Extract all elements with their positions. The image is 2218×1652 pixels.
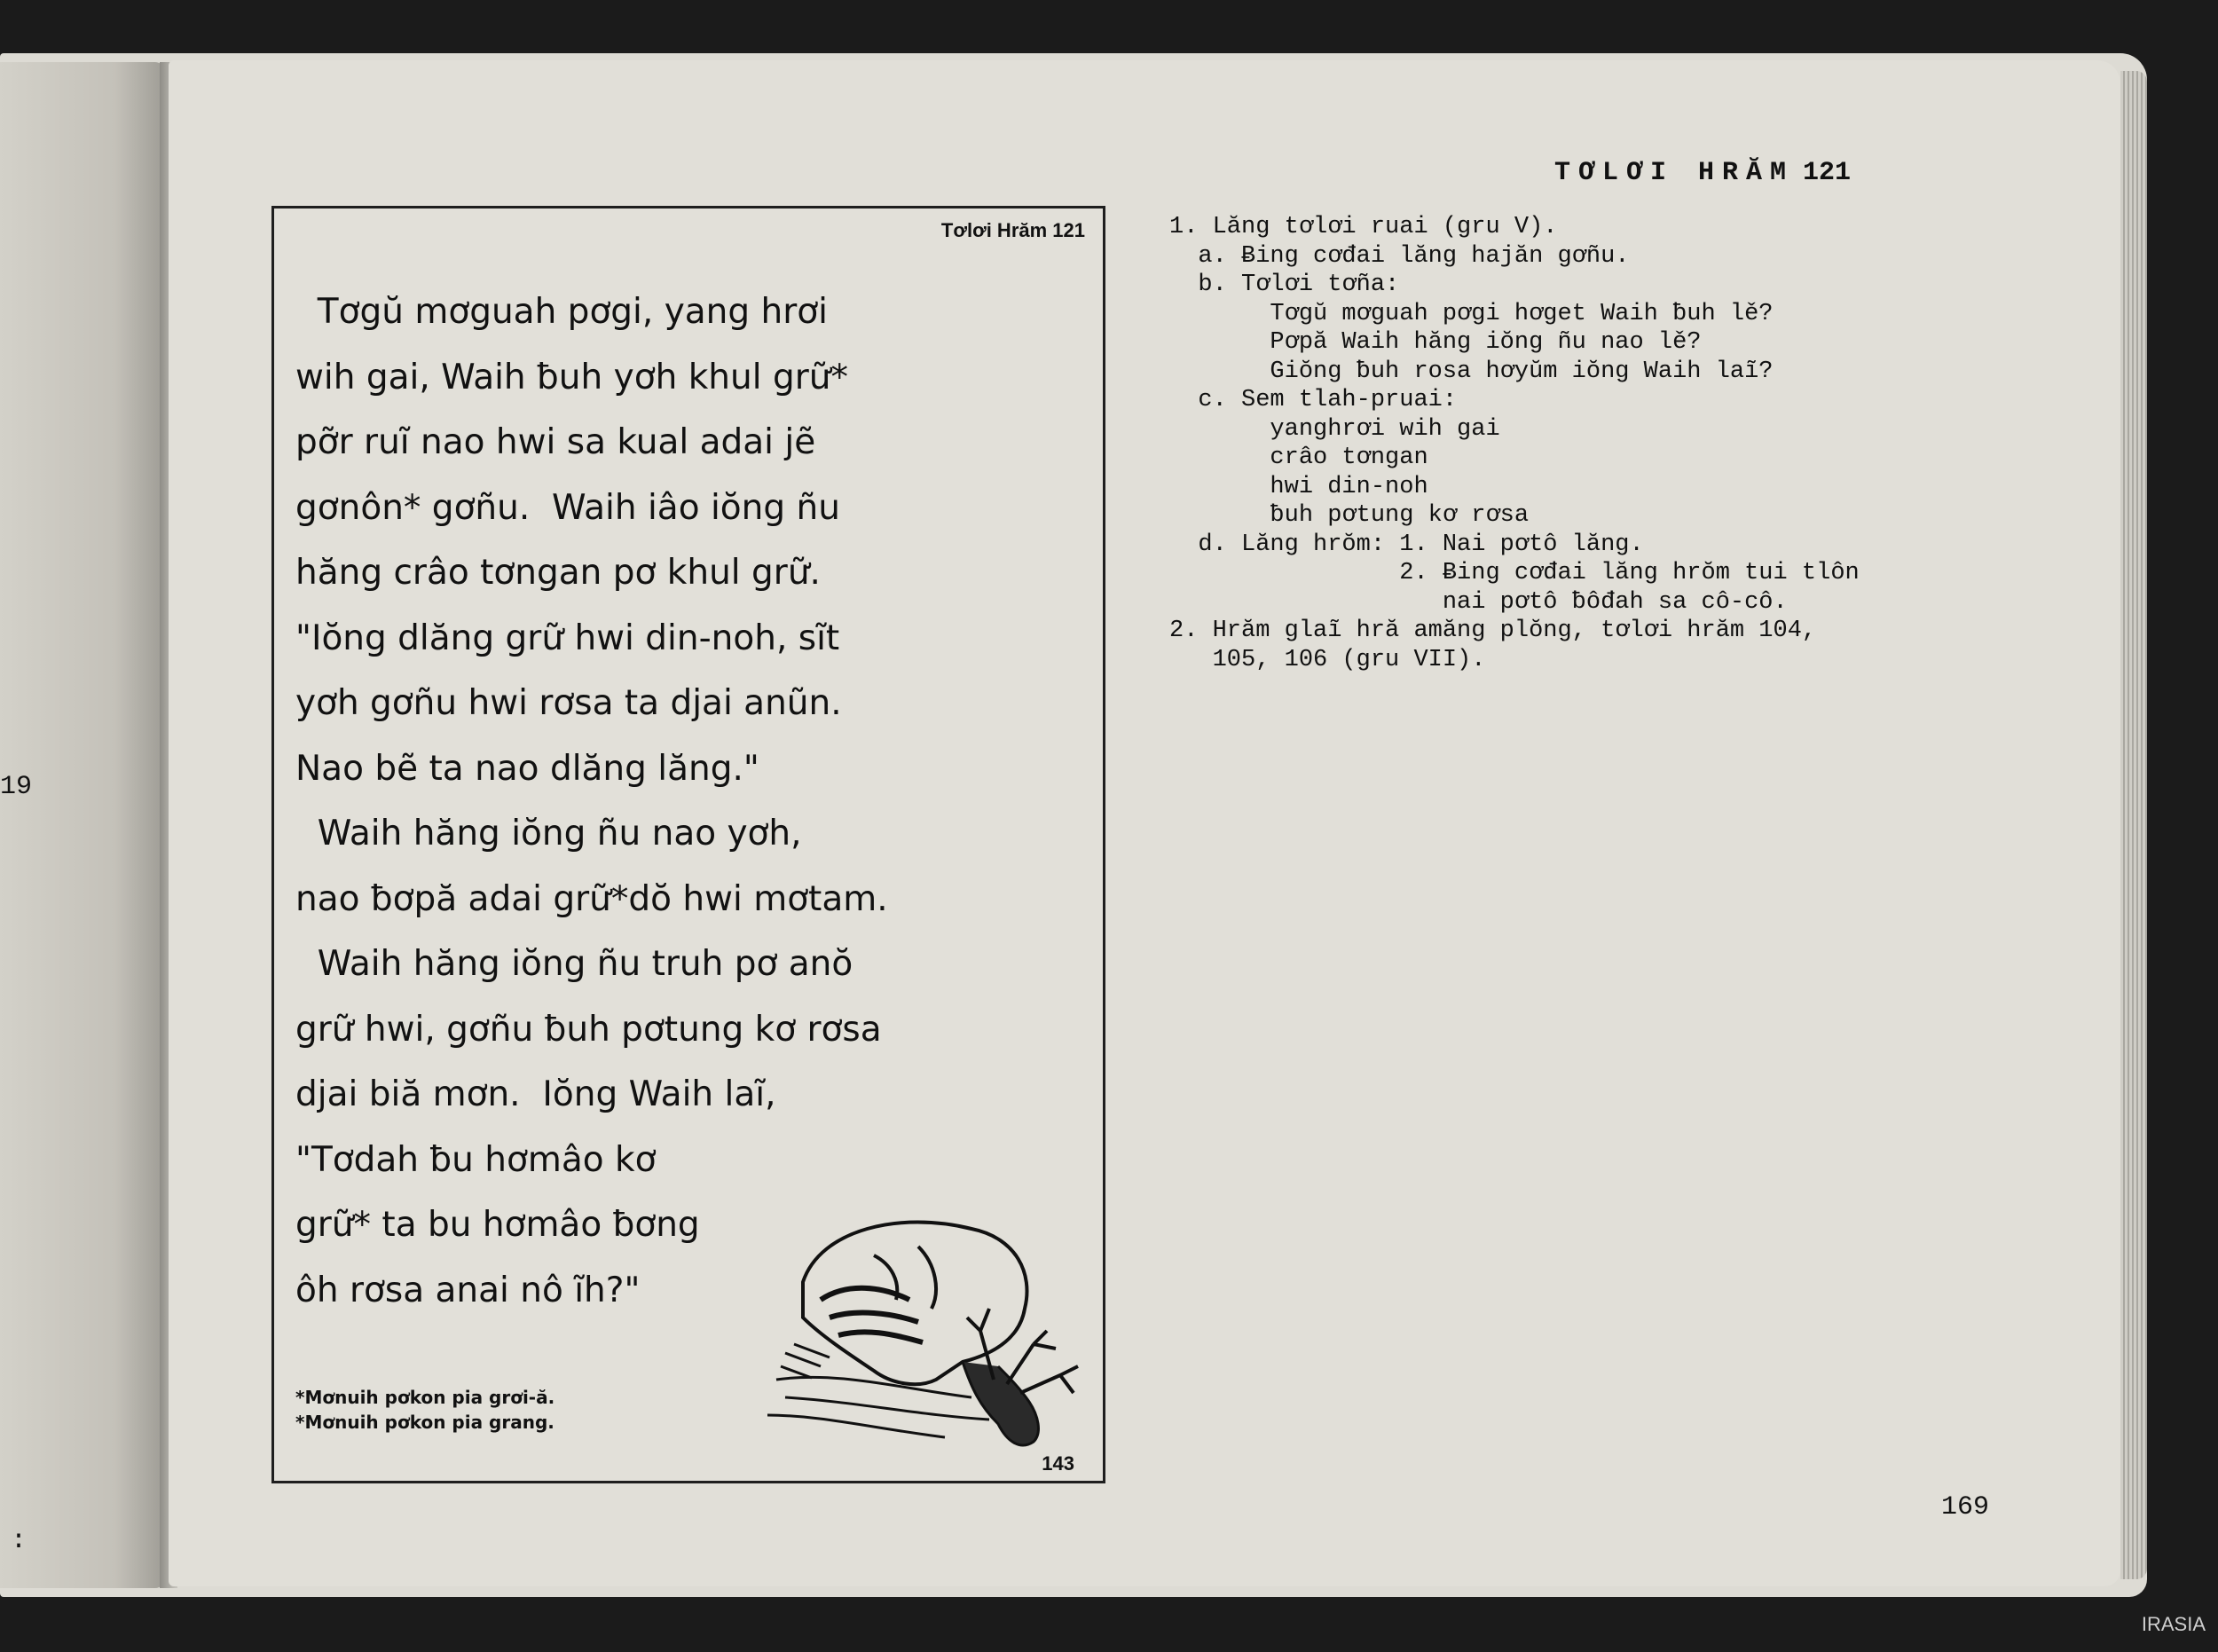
note-line: hwi din-noh (1169, 473, 1428, 500)
running-head-title: TƠLƠI HRĂM (1554, 158, 1795, 188)
story-line: nao ƀơpă adai grữ*dŏ hwi mơtam. (295, 878, 888, 919)
story-line: Waih hăng iŏng ñu truh pơ anŏ (295, 944, 853, 984)
footnote-line: *Mơnuih pơkon pia grang. (295, 1412, 554, 1433)
watermark-label: IRASIA (2141, 1613, 2206, 1635)
story-line: Waih hăng iŏng ñu nao yơh, (295, 814, 802, 854)
note-line: 105, 106 (gru VII). (1169, 646, 1486, 673)
deer-illustration (767, 1176, 1105, 1468)
story-line: wih gai, Waih ƀuh yơh khul grữ* (295, 357, 848, 397)
running-head (1554, 158, 1851, 188)
story-line: "Tơdah ƀu hơmâo kơ (295, 1139, 657, 1180)
note-line: 2. Hrăm glaĩ hră amăng plŏng, tơlơi hrăm 104, (1169, 618, 1817, 644)
story-line: Tơgŭ mơguah pơgi, yang hrơi (295, 292, 828, 332)
story-line: djai biă mơn. Iŏng Waih laĩ, (295, 1074, 776, 1114)
left-page-number: 19 (0, 772, 33, 802)
story-line: hăng crâo tơngan pơ khul grữ. (295, 553, 821, 593)
note-line: Pơpă Waih hăng iŏng ñu nao lě? (1169, 329, 1702, 356)
note-line: Giŏng ƀuh rosa hơyŭm iŏng Waih laĩ? (1169, 358, 1774, 385)
note-line: yanghrơi wih gai (1169, 415, 1500, 443)
teacher-notes (1169, 213, 2057, 674)
note-line: c. Sem tlah-pruai: (1169, 387, 1458, 413)
story-line: yơh gơñu hwi rơsa ta djai anũn. (295, 683, 842, 723)
story-line: Nao bẽ ta nao dlăng lăng." (295, 748, 759, 789)
note-line: ƀuh pơtung kơ rơsa (1169, 502, 1530, 529)
note-line: nai pơtô ƀôđah sa cô-cô. (1169, 588, 1788, 616)
note-line: d. Lăng hrŏm: 1. Nai pơtô lăng. (1169, 531, 1644, 558)
reproduced-reader-page (271, 206, 1105, 1483)
note-line: crâo tơngan (1169, 444, 1428, 471)
story-line: gơnôn* gơñu. Waih iâo iŏng ñu (295, 487, 840, 528)
page-stack-edge (2120, 71, 2147, 1579)
left-page-dots: : (11, 1526, 28, 1556)
story-line: "Iŏng dlăng grữ hwi din-noh, sĩt (295, 618, 840, 658)
footnotes (295, 1385, 554, 1435)
note-line: Tơgŭ mơguah pơgi hơget Waih ƀuh lě? (1169, 300, 1774, 327)
footnote-line: *Mơnuih pơkon pia grơi-ă. (295, 1387, 555, 1408)
story-text (295, 279, 1094, 1323)
inner-page-header: Tơlơi Hrăm 121 (940, 219, 1085, 241)
left-page-edge (0, 62, 164, 1588)
inner-page-number: 143 (1042, 1452, 1074, 1475)
story-line: ôh rơsa anai nô ĩh?" (295, 1270, 641, 1310)
note-line: b. Tơlơi tơña: (1169, 271, 1400, 298)
note-line: 1. Lăng tơlơi ruai (gru V). (1169, 214, 1558, 240)
running-head-number: 121 (1803, 158, 1852, 188)
page-number: 169 (1941, 1492, 1990, 1522)
note-line: a. Ƀing cơđai lăng hajăn gơñu. (1169, 242, 1630, 270)
story-line: pỡr ruĩ nao hwi sa kual adai jẽ (295, 422, 816, 462)
story-line: grữ* ta bu hơmâo ƀơng (295, 1205, 700, 1245)
story-line: grữ hwi, gơñu ƀuh pơtung kơ rơsa (295, 1009, 882, 1050)
note-line: 2. Ƀing cơđai lăng hrŏm tui tlôn (1169, 560, 1860, 586)
